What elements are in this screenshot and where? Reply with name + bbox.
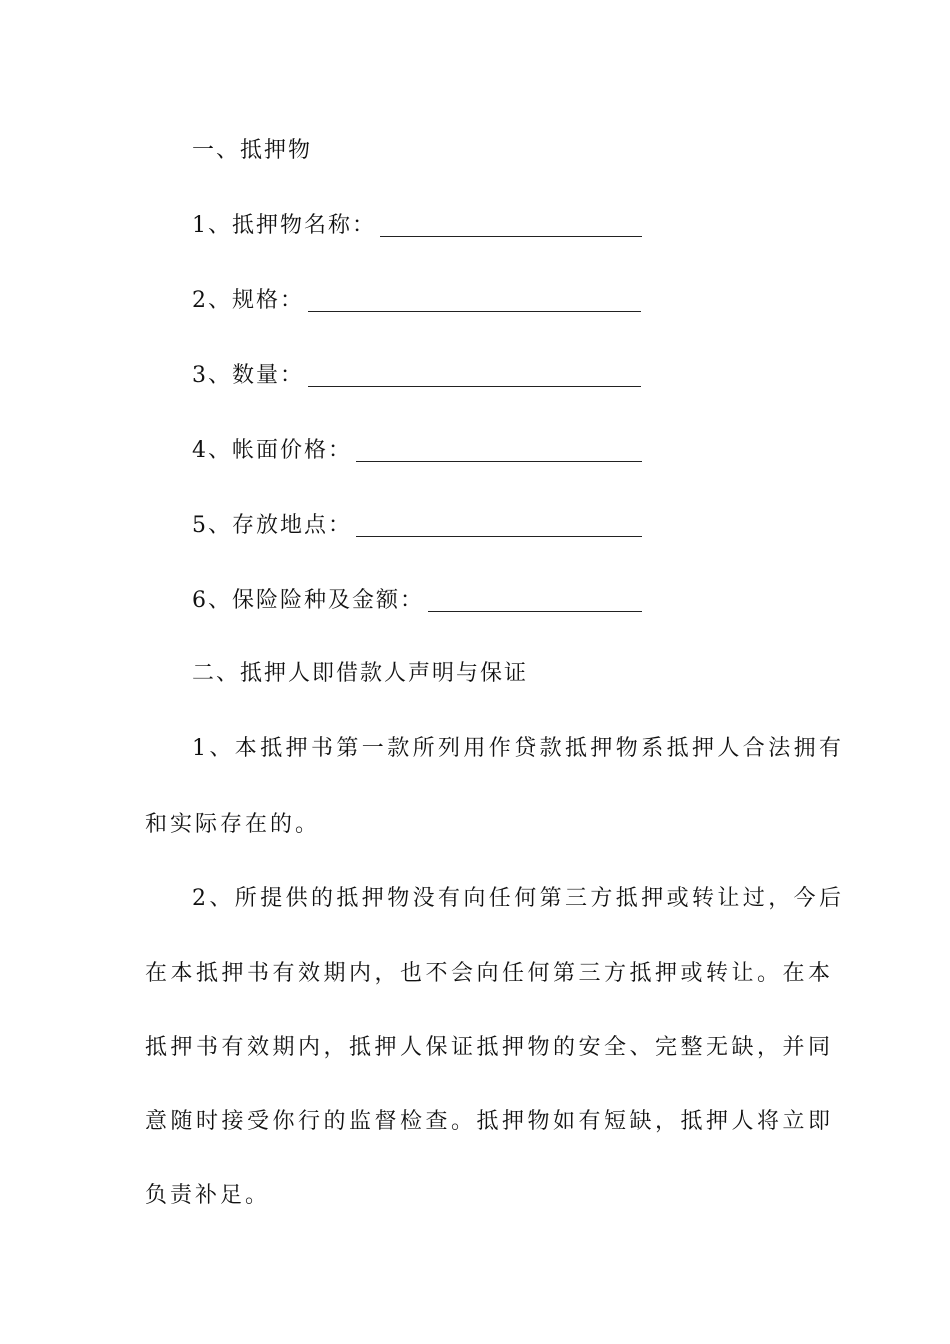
field-label: 4、帐面价格： bbox=[192, 438, 352, 463]
paragraph-1-line-2: 和实际存在的。 bbox=[145, 812, 321, 837]
field-insurance bbox=[192, 586, 642, 616]
paragraph-2-line-4: 意随时接受你行的监督检查。抵押物如有短缺，抵押人将立即 bbox=[145, 1109, 834, 1134]
field-label: 2、规格： bbox=[192, 288, 304, 313]
paragraph-2-line-1: 2、所提供的抵押物没有向任何第三方抵押或转让过，今后 bbox=[192, 886, 845, 911]
field-book-value bbox=[192, 436, 642, 466]
field-label: 6、保险险种及金额： bbox=[192, 588, 424, 613]
paragraph-2-line-5: 负责补足。 bbox=[145, 1183, 271, 1208]
field-label: 3、数量： bbox=[192, 363, 304, 388]
blank-line bbox=[380, 218, 642, 237]
field-collateral-name bbox=[192, 211, 642, 241]
blank-line bbox=[308, 293, 641, 312]
field-label: 1、抵押物名称： bbox=[192, 213, 376, 238]
section-1-heading: 一、抵押物 bbox=[192, 138, 313, 163]
paragraph-2-line-3: 抵押书有效期内，抵押人保证抵押物的安全、完整无缺，并同 bbox=[145, 1035, 834, 1060]
blank-line bbox=[356, 443, 642, 462]
paragraph-1-line-1: 1、本抵押书第一款所列用作贷款抵押物系抵押人合法拥有 bbox=[192, 736, 845, 761]
field-quantity bbox=[192, 361, 641, 391]
blank-line bbox=[356, 518, 642, 537]
field-label: 5、存放地点： bbox=[192, 513, 352, 538]
field-storage-location bbox=[192, 511, 642, 541]
section-2-heading: 二、抵押人即借款人声明与保证 bbox=[192, 661, 529, 686]
blank-line bbox=[308, 368, 641, 387]
blank-line bbox=[428, 593, 642, 612]
paragraph-2-line-2: 在本抵押书有效期内，也不会向任何第三方抵押或转让。在本 bbox=[145, 961, 834, 986]
field-specification bbox=[192, 286, 641, 316]
